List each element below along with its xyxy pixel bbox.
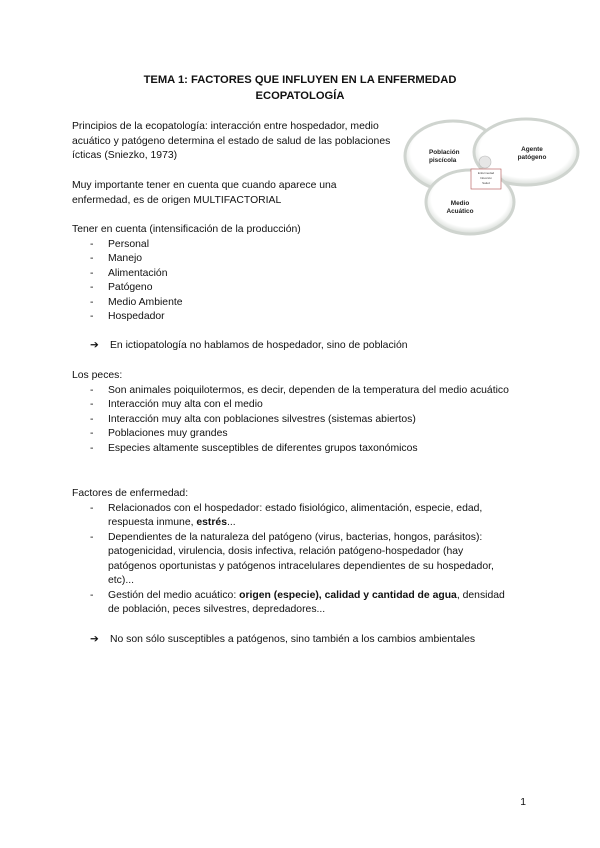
ictiopatologia-note-text: En ictiopatología no hablamos de hospedador, sino de población	[110, 340, 408, 351]
factor-3-bold: origen (especie), calidad y cantidad de agua	[239, 589, 457, 601]
ictiopatologia-note	[90, 339, 530, 354]
tener-list	[72, 238, 512, 325]
list-item: - Dependientes de la naturaleza del patógeno (virus, bacterias, hongos, parásitos): patogenicidad, virulencia, dosis infectiva, relación patógeno-hospedador (hay patógenos oportunistas y patógenos intracelulares dependientes de su hospedador, etc)...	[72, 531, 512, 589]
list-item: - Interacción muy alta con el medio	[72, 398, 512, 413]
factores-section	[72, 487, 512, 618]
list-item: - Medio Ambiente	[72, 296, 512, 311]
list-item: - Manejo	[72, 252, 512, 267]
list-item: - Patógeno	[72, 281, 512, 296]
label-poblacion-1: Población	[429, 149, 460, 156]
peces-heading: Los peces:	[72, 370, 123, 381]
list-item	[72, 502, 512, 531]
page-title	[0, 72, 600, 104]
list-item: - Personal	[72, 238, 512, 253]
cambios-note	[90, 633, 530, 648]
title-line-1: TEMA 1: FACTORES QUE INFLUYEN EN LA ENFERMEDAD	[143, 74, 457, 86]
peces-list	[72, 384, 512, 457]
list-item: - Interacción muy alta con poblaciones silvestres (sistemas abiertos)	[72, 413, 512, 428]
arrow-icon: ➔	[90, 634, 99, 645]
factor-3-text: Gestión del medio acuático:	[108, 589, 240, 601]
center-label-2: Infección	[479, 176, 493, 180]
cambios-note-text: No son sólo susceptibles a patógenos, sino también a los cambios ambientales	[110, 634, 476, 645]
label-agente-2: patógeno	[517, 154, 547, 161]
label-poblacion-2: piscícola	[429, 157, 457, 164]
tener-heading: Tener en cuenta (intensificación de la producción)	[72, 224, 301, 235]
center-label-1: Enfermedad	[477, 171, 495, 175]
factores-list	[72, 502, 512, 618]
center-label-3: Salud	[482, 181, 490, 185]
factor-3-tail: , densidad de población, peces silvestres, depredadores...	[108, 589, 505, 615]
page-number: 1	[520, 797, 526, 808]
list-item: - Alimentación	[72, 267, 512, 282]
tener-section	[72, 223, 512, 325]
factor-1-tail: ...	[227, 517, 236, 528]
list-item: - Hospedador	[72, 310, 512, 325]
list-item: - Poblaciones muy grandes	[72, 427, 512, 442]
factor-1-text: Relacionados con el hospedador: estado fisiológico, alimentación, especie, edad, respuesta inmune,	[108, 502, 483, 528]
list-item: - Son animales poiquilotermos, es decir, dependen de la temperatura del medio acuático	[72, 384, 512, 399]
label-agente-1: Agente	[521, 146, 543, 153]
label-medio-1: Medio	[450, 200, 470, 207]
person-figure-icon	[479, 156, 491, 168]
arrow-icon: ➔	[90, 340, 99, 351]
factor-1-bold: estrés	[196, 517, 227, 528]
peces-section	[72, 369, 512, 456]
list-item: - Especies altamente susceptibles de diferentes grupos taxonómicos	[72, 442, 512, 457]
principios-paragraph: Principios de la ecopatología: interacción entre hospedador, medio acuático y patógeno determina el estado de salud de las poblaciones ícticas (Sniezko, 1973)	[72, 121, 391, 161]
label-medio-2: Acuático	[446, 208, 474, 215]
title-line-2: ECOPATOLOGÍA	[255, 90, 345, 102]
factores-heading: Factores de enfermedad:	[72, 488, 189, 499]
multifactorial-paragraph: Muy importante tener en cuenta que cuando aparece una enfermedad, es de origen MULTIFACTORIAL	[72, 180, 337, 206]
list-item	[72, 589, 512, 618]
